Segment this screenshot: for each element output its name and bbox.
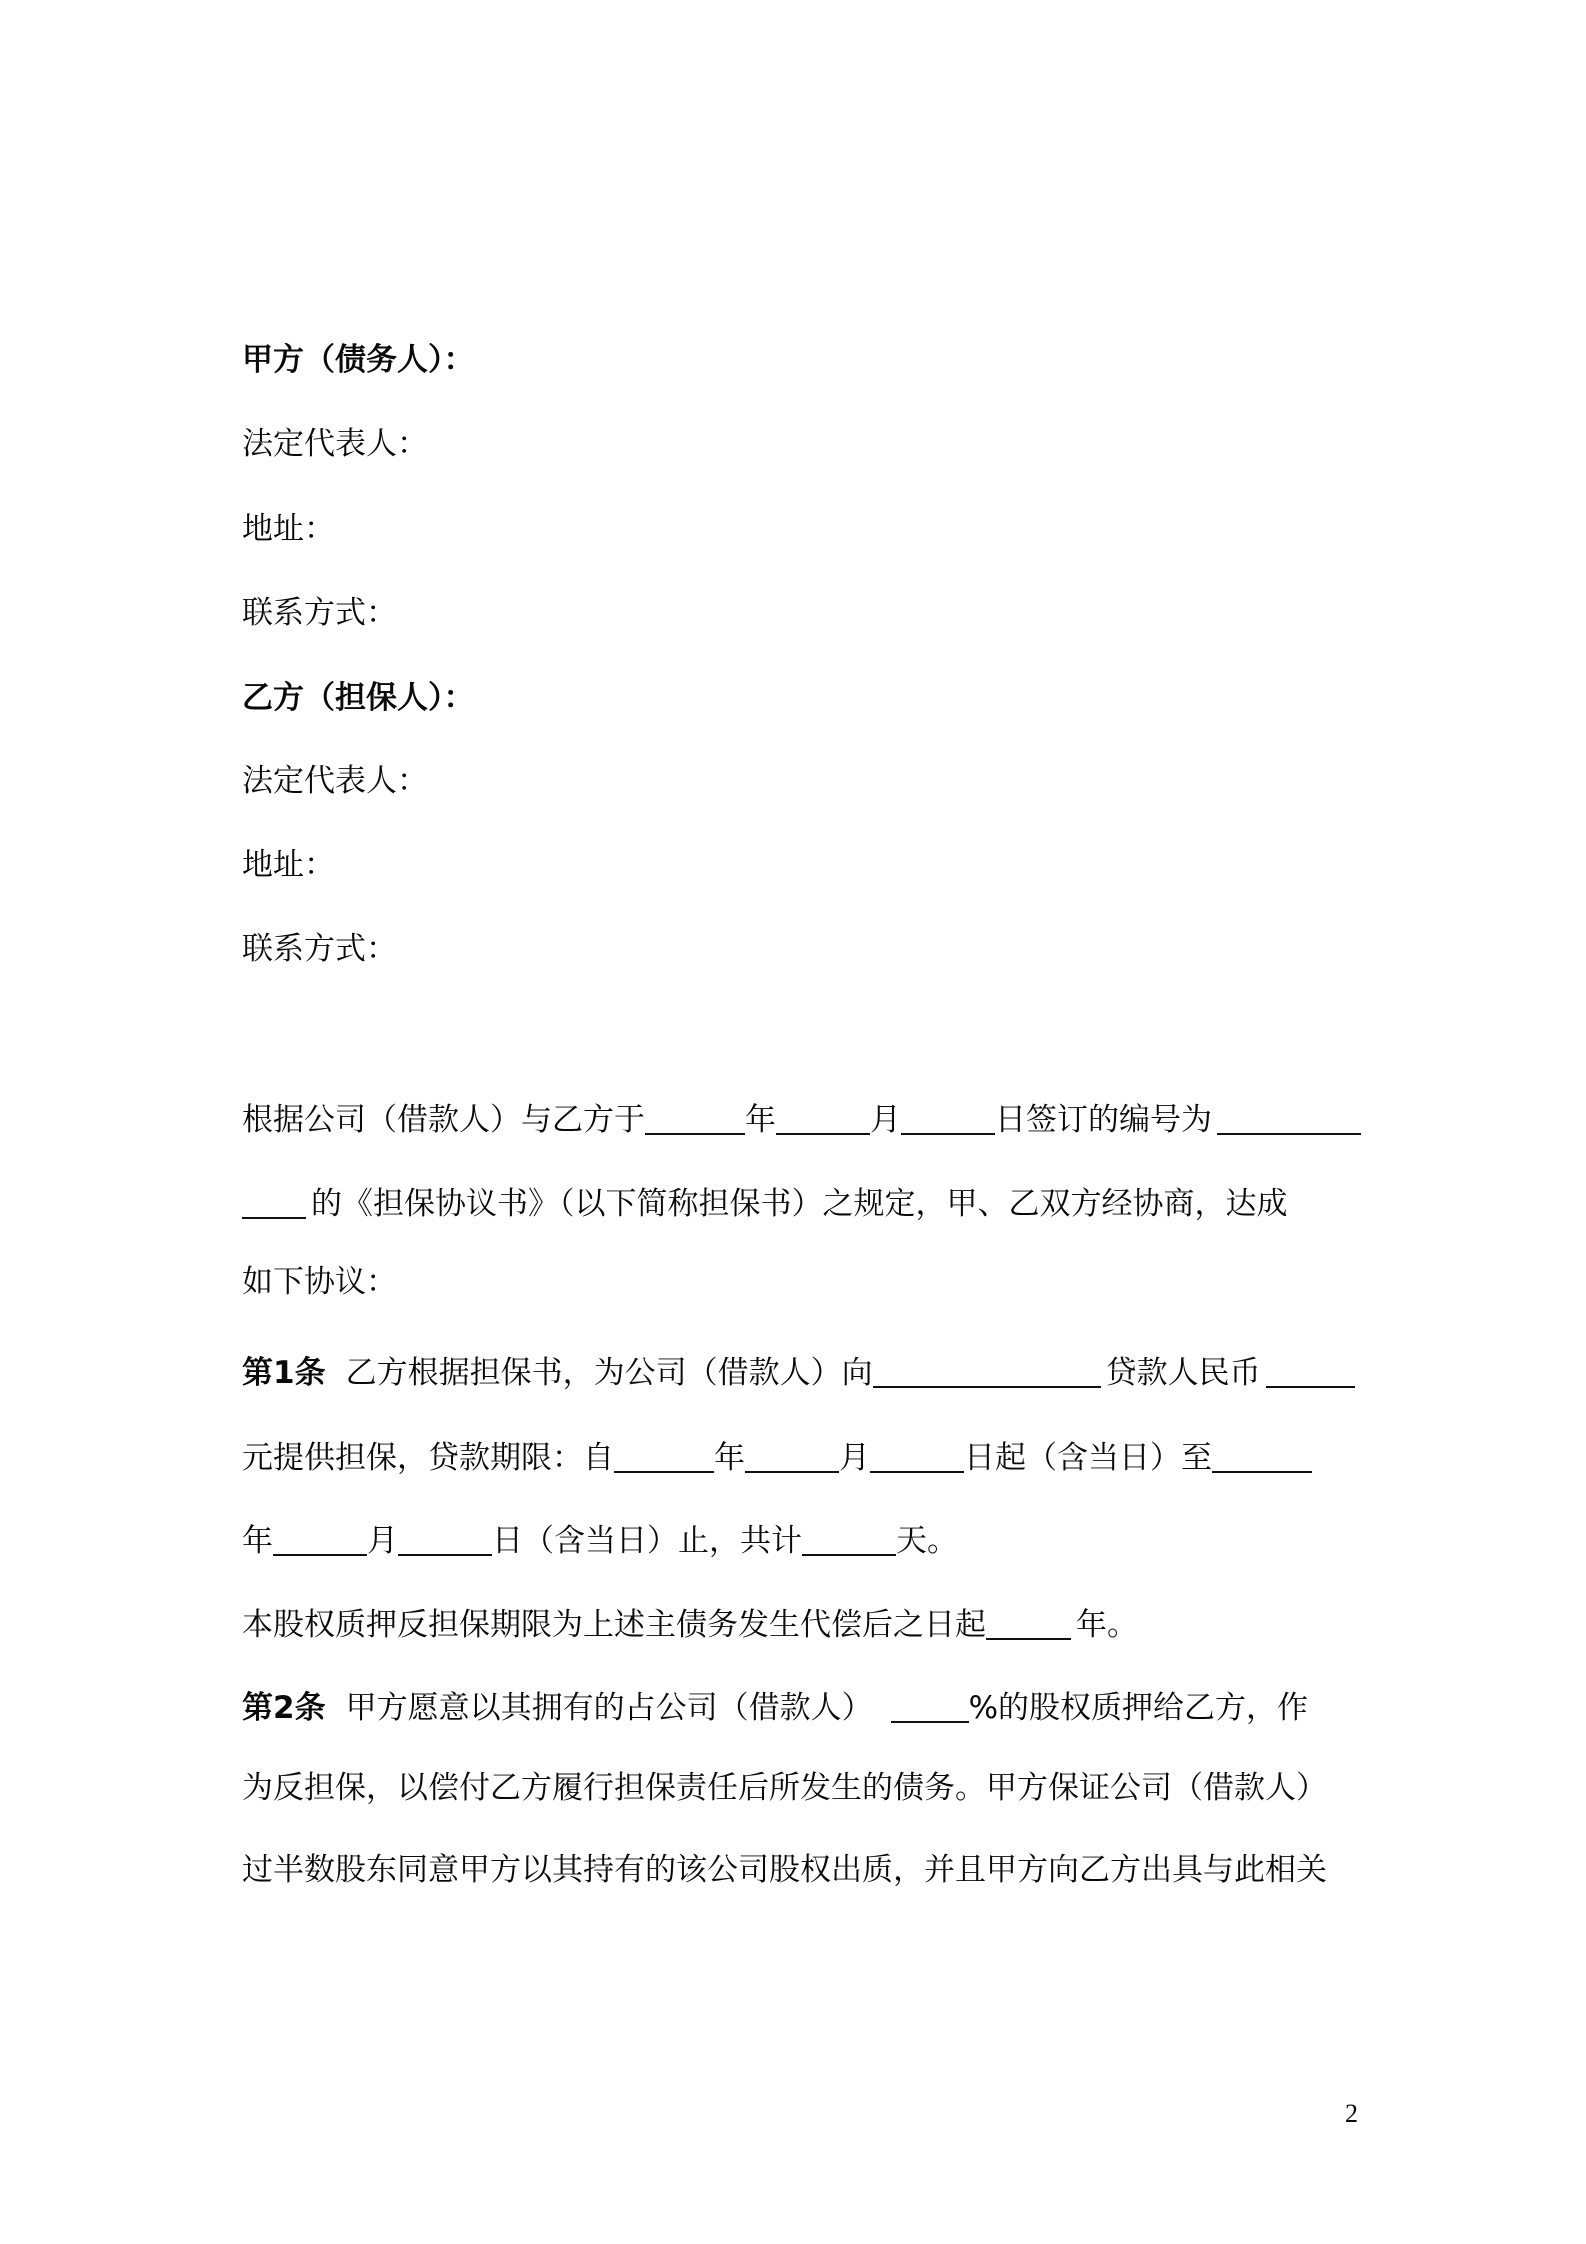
article-1-text: 元提供担保，贷款期限：自 (242, 1440, 614, 1476)
article-1-text: 日起（含当日）至 (964, 1440, 1212, 1476)
blank-start-year (614, 1443, 714, 1473)
preamble-text: 的《担保协议书》（以下简称担保书）之规定，甲、乙双方经协商，达成 (311, 1186, 1288, 1222)
blank-total-days (802, 1526, 896, 1556)
party-b-title: 乙方（担保人）： (242, 680, 475, 716)
article-1-text: 乙方根据担保书，为公司（借款人）向 (345, 1355, 873, 1391)
article-2-line-3: 过半数股东同意甲方以其持有的该公司股权出质，并且甲方向乙方出具与此相关 (242, 1852, 1327, 1888)
preamble-line-3: 如下协议： (242, 1264, 397, 1300)
year-label: 年 (745, 1102, 776, 1138)
party-b-contact-label: 联系方式： (242, 931, 397, 967)
blank-start-day (870, 1443, 964, 1473)
article-1-text: 本股权质押反担保期限为上述主债务发生代偿后之日起 (242, 1607, 986, 1643)
party-a-legal-rep-label: 法定代表人： (242, 426, 428, 462)
blank-sign-year (645, 1105, 745, 1135)
preamble-line-2 (242, 1184, 1288, 1224)
party-a-address-label: 地址： (242, 511, 335, 547)
article-1-text: 日（含当日）止，共计 (492, 1523, 802, 1559)
days-label: 天。 (896, 1523, 958, 1559)
blank-end-month (273, 1526, 367, 1556)
article-1-line-4 (242, 1605, 1138, 1645)
month-label: 月 (367, 1523, 398, 1559)
blank-sign-month (776, 1105, 870, 1135)
year-label: 年。 (1076, 1607, 1138, 1643)
blank-sign-day (901, 1105, 995, 1135)
preamble-text: 日签订的编号为 (995, 1102, 1212, 1138)
blank-agreement-number (1217, 1105, 1361, 1135)
blank-equity-percent (891, 1693, 969, 1723)
preamble-text: 根据公司（借款人）与乙方于 (242, 1102, 645, 1138)
year-label: 年 (242, 1523, 273, 1559)
blank-start-month (745, 1443, 839, 1473)
article-1-number: 第1条 (242, 1355, 326, 1391)
article-2-text: %的股权质押给乙方，作 (968, 1690, 1309, 1726)
article-1-text: 贷款人民币 (1105, 1355, 1261, 1391)
month-label: 月 (870, 1102, 901, 1138)
article-1-line-1 (242, 1353, 1355, 1393)
blank-lender (873, 1358, 1101, 1388)
blank-end-year (1212, 1443, 1312, 1473)
blank-agreement-number-cont (242, 1189, 306, 1219)
preamble-line-1 (242, 1100, 1361, 1140)
article-2-number: 第2条 (242, 1690, 326, 1726)
article-2-text: 甲方愿意以其拥有的占公司（借款人） (345, 1690, 873, 1726)
party-a-contact-label: 联系方式： (242, 595, 397, 631)
article-1-line-2 (242, 1438, 1312, 1478)
month-label: 月 (839, 1440, 870, 1476)
party-b-address-label: 地址： (242, 847, 335, 883)
page-number: 2 (1345, 2099, 1358, 2128)
article-2-line-2: 为反担保，以偿付乙方履行担保责任后所发生的债务。甲方保证公司（借款人） (242, 1770, 1327, 1806)
blank-guarantee-years (986, 1610, 1071, 1640)
party-b-legal-rep-label: 法定代表人： (242, 763, 428, 799)
article-2-line-1 (242, 1688, 1308, 1728)
party-a-title: 甲方（债务人）： (242, 342, 475, 378)
blank-end-day (398, 1526, 492, 1556)
blank-amount (1266, 1358, 1355, 1388)
article-1-line-3 (242, 1521, 958, 1561)
year-label: 年 (714, 1440, 745, 1476)
